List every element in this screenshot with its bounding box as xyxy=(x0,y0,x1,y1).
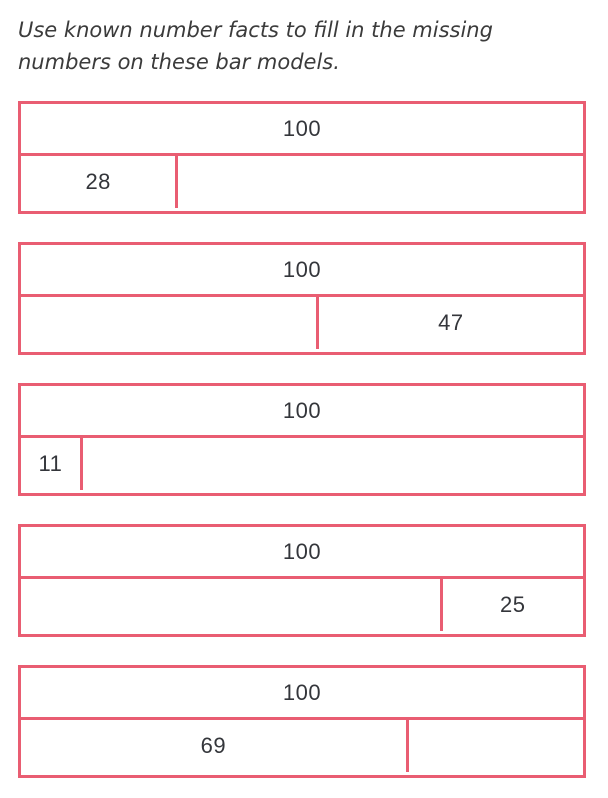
bar-part-label: 47 xyxy=(438,310,464,335)
bar-part-cell xyxy=(319,297,583,349)
bar-parts-row xyxy=(21,156,583,208)
instruction-line-1: Use known number facts to fill in the missing xyxy=(18,18,493,42)
bar-part-cell xyxy=(21,438,83,490)
bar-parts-row xyxy=(21,579,583,631)
instruction-line-2: numbers on these bar models. xyxy=(18,50,340,74)
bar-part-cell xyxy=(21,156,178,208)
bar-model-5 xyxy=(18,665,586,778)
bar-part-label: 25 xyxy=(500,592,526,617)
answer-cell[interactable] xyxy=(21,579,443,631)
bar-part-cell xyxy=(21,720,409,772)
bar-total-cell xyxy=(21,527,583,579)
bar-total-cell xyxy=(21,668,583,720)
bar-parts-row xyxy=(21,720,583,772)
bar-parts-row xyxy=(21,438,583,490)
bar-model-2 xyxy=(18,242,586,355)
bar-part-label: 11 xyxy=(38,451,63,476)
bar-model-4 xyxy=(18,524,586,637)
bar-part-cell xyxy=(443,579,584,631)
bar-total-label: 100 xyxy=(282,397,322,423)
bar-part-label: 69 xyxy=(200,733,227,758)
bar-total-label: 100 xyxy=(282,256,322,282)
bar-total-label: 100 xyxy=(282,538,322,564)
answer-cell[interactable] xyxy=(178,156,583,208)
bar-model-1 xyxy=(18,101,586,214)
bar-total-cell xyxy=(21,245,583,297)
bar-part-label: 28 xyxy=(85,169,111,194)
answer-cell[interactable] xyxy=(21,297,319,349)
bar-total-label: 100 xyxy=(282,679,322,705)
answer-cell[interactable] xyxy=(83,438,583,490)
answer-cell[interactable] xyxy=(409,720,583,772)
bar-model-3 xyxy=(18,383,586,496)
bar-total-cell xyxy=(21,104,583,156)
bar-total-cell xyxy=(21,386,583,438)
bar-total-label: 100 xyxy=(282,115,322,141)
instruction-text xyxy=(18,14,586,78)
bar-parts-row xyxy=(21,297,583,349)
